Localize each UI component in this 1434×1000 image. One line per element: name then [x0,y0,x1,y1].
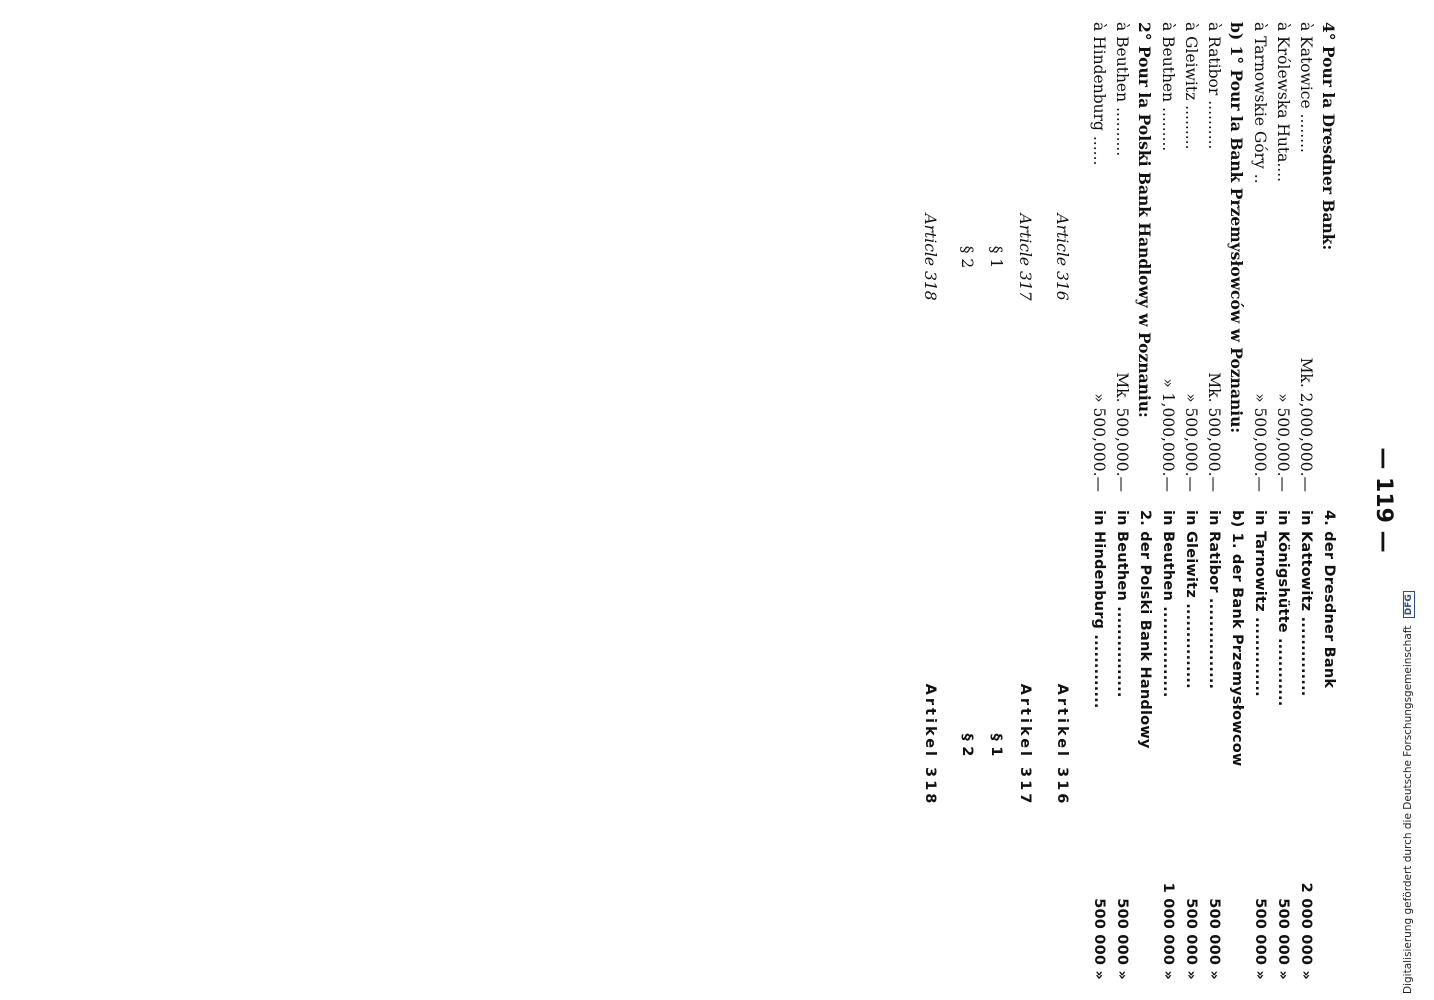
section-2-heading: § 2 [959,733,975,757]
place: in Gleiwitz ............... [1183,510,1199,689]
table-row [1248,510,1271,980]
table-row [1248,22,1271,492]
dfg-logo: DFG [1403,591,1415,618]
table-row [1202,510,1225,980]
amount: 500 000 » [1252,898,1268,980]
de-bank-przemyslowcow-heading: b) 1. der Bank Przemysłowcow [1229,510,1245,767]
table-row [1087,510,1110,980]
german-column [912,510,1340,980]
amount: 500 000 » [1183,898,1199,980]
de-dresdner-heading: 4. der Dresdner Bank [1321,510,1337,689]
artikel-317-heading: Artikel 317 [1017,683,1033,807]
amount: 500 000 » [1206,898,1222,980]
footer-text: Digitalisierung gefördert durch die Deutsche Forschungsgemeinschaft [1402,625,1414,994]
section-1-heading: § 1 [987,245,1005,269]
amount: » 500,000.— [1090,393,1108,492]
table-row [1087,22,1110,492]
place: à Beuthen ......... [1159,22,1177,152]
fr-bank-przemyslowcow-heading: b) 1° Pour la Bank Przemysłowców w Poznaniu: [1227,22,1246,434]
amount: » 500,000.— [1274,393,1292,492]
amount: Mk. 2,000,000.— [1297,357,1315,492]
place: in Königshütte ............ [1275,510,1291,707]
article-318-heading: Article 318 [921,213,939,301]
fr-polski-bank-heading: 2° Pour la Polski Bank Handlowy w Poznaniu: [1135,22,1154,418]
amount: Mk. 500,000.— [1113,372,1131,492]
digitization-footer [1402,594,1424,994]
place: in Tarnowitz .............. [1252,510,1268,697]
table-row [1202,22,1225,492]
place: in Beuthen ................ [1114,510,1130,698]
table-row [1294,510,1317,980]
amount: 500 000 » [1091,898,1107,980]
table-row [1156,510,1179,980]
place: à Beuthen .......... [1113,22,1131,157]
amount: » 500,000.— [1251,393,1269,492]
place: à Hindenburg ...... [1090,22,1108,166]
place: à Gleiwitz ......... [1182,22,1200,150]
table-row [1294,22,1317,492]
place: à Tarnowskie Góry .. [1251,22,1269,184]
table-row [1156,22,1179,492]
place: in Kattowitz .............. [1298,510,1314,697]
french-column [912,22,1340,492]
article-316-heading: Article 316 [1053,213,1071,301]
page-number: — 119 — [1371,447,1396,553]
artikel-316-heading: Artikel 316 [1054,683,1070,807]
table-row [1110,510,1133,980]
amount: Mk. 500,000.— [1205,372,1223,492]
place: in Hindenburg ............. [1091,510,1107,709]
section-1-heading: § 1 [988,733,1004,757]
place: in Ratibor ................ [1206,510,1222,690]
place: à Katowice ........ [1297,22,1315,153]
amount: 500 000 » [1114,898,1130,980]
amount: 2 000 000 » [1298,882,1314,980]
amount: 500 000 » [1275,898,1291,980]
artikel-318-heading: Artikel 318 [922,683,938,807]
amount: » 1,000,000.— [1159,378,1177,492]
section-2-heading: § 2 [958,245,976,269]
table-row [1179,510,1202,980]
amount: » 500,000.— [1182,393,1200,492]
table-row [1179,22,1202,492]
place: à Królewska Huta.... [1274,22,1292,183]
table-row [1271,22,1294,492]
article-317-heading: Article 317 [1016,213,1034,301]
de-polski-bank-heading: 2. der Polski Bank Handlowy [1137,510,1153,749]
table-row [1110,22,1133,492]
place: à Ratibor .......... [1205,22,1223,150]
fr-dresdner-heading: 4° Pour la Dresdner Bank: [1319,22,1338,251]
rotated-page [90,0,1410,1000]
table-row [1271,510,1294,980]
amount: 1 000 000 » [1160,882,1176,980]
place: in Beuthen ................ [1160,510,1176,698]
